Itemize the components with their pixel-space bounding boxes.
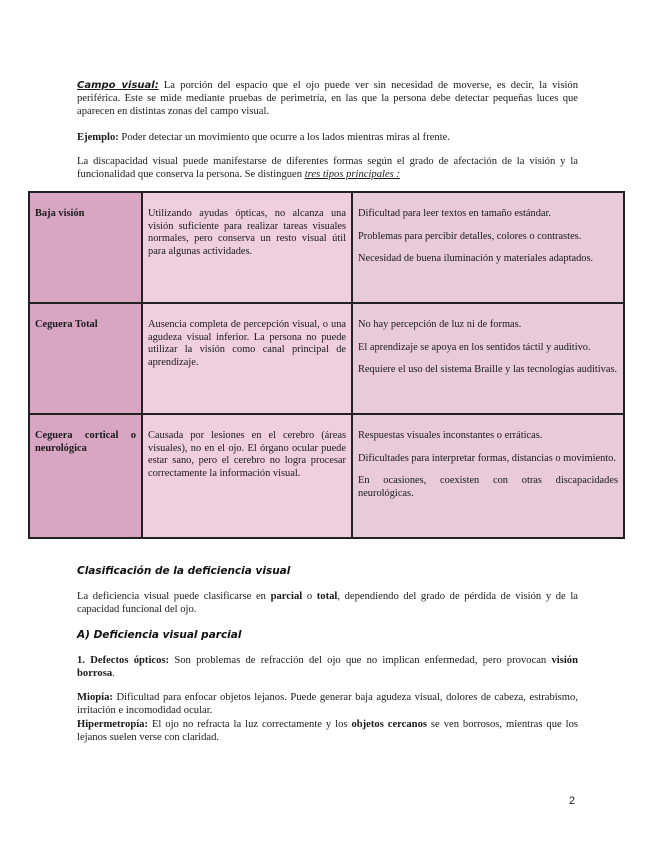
vision-borrosa-term: visión borrosa [77,655,578,679]
hipermetropia-label: Hipermetropía: [77,719,149,730]
hipermetropia-text-end: se ven borrosos, mientras que los lejanos suelen verse con claridad. [77,719,578,743]
trait-item: Dificultades para interpretar formas, distancias o movimiento. [358,452,616,464]
tres-tipos-link: tres tipos principales : [304,169,400,180]
table-row [29,414,624,538]
type-cell: Baja visión [29,192,142,303]
ejemplo-label: Ejemplo: [77,132,119,143]
parcial-term: parcial [270,591,303,602]
trait-item: No hay percepción de luz ni de formas. [358,319,522,330]
trait-item: En ocasiones, coexisten con otras discapacidades neurológicas. [358,475,618,499]
campo-visual-label: Campo visual: [77,80,159,91]
classification-heading: Clasificación de la deficiencia visual [77,565,291,577]
discapacidad-text: La discapacidad visual puede manifestarse de diferentes formas según el grado de afectación de la visión y la funcionalidad que conserva la persona. Se distinguen [77,156,578,180]
description-cell: Causada por lesiones en el cerebro (áreas visuales), no en el ojo. El órgano ocular puede estar sano, pero el cerebro no logra procesar correctamente la información visual. [142,414,352,538]
campo-visual-text: La porción del espacio que el ojo puede ver sin necesidad de moverse, es decir, la visión periférica. Este se mide mediante pruebas de perimetría, en las que la persona debe detectar pequeñas luces que aparecen en distintas zonas del campo visual. [77,80,578,117]
defectos-text: Son problemas de refracción del ojo que no implican enfermedad, pero provocan [169,655,552,666]
traits-cell [352,192,624,303]
classification-text: La deficiencia visual puede clasificarse en [77,591,271,602]
description-cell: Utilizando ayudas ópticas, no alcanza una visión suficiente para realizar tareas visuales normales, pero conserva un resto visual útil para algunas actividades. [142,192,352,303]
conjunction: o [302,591,317,602]
miopia-text: Dificultad para enfocar objetos lejanos. Puede generar baja agudeza visual, dolores de cabeza, estrabismo, irritación e incomodidad ocular. [77,692,578,716]
trait-item: Necesidad de buena iluminación y materiales adaptados. [358,253,594,264]
ejemplo-paragraph [77,131,578,144]
traits-cell [352,414,624,538]
trait-item: El aprendizaje se apoya en los sentidos táctil y auditivo. [358,341,591,353]
discapacidad-paragraph [77,155,578,181]
description-cell: Ausencia completa de percepción visual, o una agudeza visual inferior. La persona no puede utilizar la visión como canal principal de aprendizaje. [142,303,352,414]
trait-item: Respuestas visuales inconstantes o erráticas. [358,430,543,441]
defectos-paragraph [77,654,578,680]
classification-text-end: , dependiendo del grado de pérdida de visión y de la capacidad funcional del ojo. [77,591,579,615]
vision-types-table [28,191,625,539]
classification-paragraph [77,590,578,616]
total-term: total [316,591,338,602]
traits-cell [352,303,624,414]
objetos-cercanos-term: objetos cercanos [351,719,427,730]
type-cell: Ceguera cortical o neurológica [29,414,142,538]
table-row [29,303,624,414]
table-row [29,192,624,303]
campo-visual-paragraph [77,79,578,118]
miopia-label: Miopía: [77,692,113,703]
ejemplo-text: Poder detectar un movimiento que ocurre a los lados mientras miras al frente. [118,132,451,143]
hipermetropia-text: El ojo no refracta la luz correctamente y los [148,719,352,730]
page-number: 2 [569,795,576,807]
period: . [112,668,115,679]
type-cell: Ceguera Total [29,303,142,414]
hipermetropia-paragraph [77,718,578,744]
partial-heading: A) Deficiencia visual parcial [77,629,242,641]
trait-item: Problemas para percibir detalles, colores o contrastes. [358,230,582,242]
miopia-paragraph [77,691,578,717]
trait-item: Requiere el uso del sistema Braille y las tecnologías auditivas. [358,364,618,375]
defectos-label: 1. Defectos ópticos: [77,655,170,666]
trait-item: Dificultad para leer textos en tamaño estándar. [358,208,552,219]
